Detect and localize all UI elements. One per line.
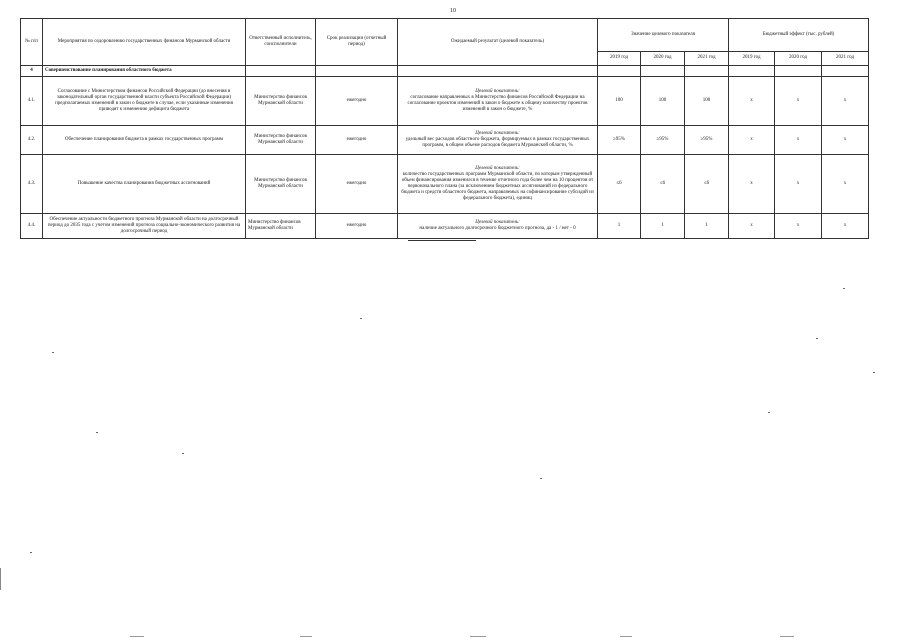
responsible-text: Министерство финансов Мурманской области <box>246 126 316 155</box>
scan-speck <box>816 338 818 339</box>
row-number: 4.4. <box>21 214 43 239</box>
scan-speck <box>96 432 98 433</box>
scan-edge-mark <box>300 636 312 637</box>
header-target-year: 2020 год <box>641 52 685 66</box>
header-responsible: Ответственный исполнитель, соисполнители <box>246 19 316 66</box>
effect-value: х <box>729 77 775 126</box>
effect-value: х <box>729 126 775 155</box>
table-row <box>21 126 869 155</box>
table-row <box>21 155 869 214</box>
target-value: ≥95% <box>641 126 685 155</box>
section-number: 4 <box>21 66 43 77</box>
result-cell <box>398 214 598 239</box>
header-deadline: Срок реализации (отчетный период) <box>316 19 398 66</box>
scan-speck <box>52 352 54 353</box>
row-number: 4.1. <box>21 77 43 126</box>
result-text: наличие актуального долгосрочного бюджетного прогноза, да - 1 / нет - 0 <box>419 226 576 231</box>
result-text: согласование направленных в Министерство финансов Российской Федерации на согласование проектов изменений в закон о бюджете к общему количеству проектов изменений в закон о бюджете, % <box>407 94 588 113</box>
header-effect-group: Бюджетный эффект (тыс. рублей) <box>729 19 869 52</box>
header-target-year: 2021 год <box>685 52 729 66</box>
scan-edge-mark <box>0 568 1 590</box>
effect-value: х <box>822 77 869 126</box>
page-number: 10 <box>450 8 456 14</box>
deadline-text: ежегодно <box>316 155 398 214</box>
scan-speck <box>873 372 875 373</box>
effect-value: х <box>822 126 869 155</box>
closing-rule <box>408 240 476 241</box>
result-lead: Целевой показатель: <box>475 219 520 225</box>
target-value: 100 <box>598 77 641 126</box>
result-text: удельный вес расходов областного бюджета, формируемых в рамках государственных программ, в общем объеме расходов бюджета Мурманской области, % <box>405 136 590 149</box>
scan-edge-mark <box>130 636 144 637</box>
result-lead: Целевой показатель: <box>475 88 520 94</box>
scan-speck <box>30 552 32 553</box>
header-measure: Мероприятия по оздоровлению государственных финансов Мурманской области <box>43 19 246 66</box>
target-value: ≤6 <box>641 155 685 214</box>
header-effect-year: 2021 год <box>822 52 869 66</box>
effect-value: х <box>775 214 822 239</box>
scan-speck <box>768 412 770 413</box>
effect-value: х <box>729 214 775 239</box>
header-effect-year: 2020 год <box>775 52 822 66</box>
scan-speck <box>843 288 845 289</box>
responsible-text: Министерство финансов Мурманской области <box>246 214 316 239</box>
effect-value: х <box>775 155 822 214</box>
scan-speck <box>540 478 542 479</box>
header-row <box>21 19 869 52</box>
effect-value: х <box>775 126 822 155</box>
header-target-year: 2019 год <box>598 52 641 66</box>
target-value: 1 <box>685 214 729 239</box>
target-value: ≤6 <box>598 155 641 214</box>
deadline-text: ежегодно <box>316 126 398 155</box>
section-title: Совершенствование планирования областного бюджета <box>43 66 246 77</box>
result-cell <box>398 155 598 214</box>
deadline-text: ежегодно <box>316 214 398 239</box>
target-value: 100 <box>641 77 685 126</box>
effect-value: х <box>775 77 822 126</box>
result-lead: Целевой показатель: <box>475 130 520 136</box>
result-cell <box>398 77 598 126</box>
effect-value: х <box>729 155 775 214</box>
effect-value: х <box>822 214 869 239</box>
header-target-group: Значение целевого показателя <box>598 19 729 52</box>
target-value: ≥95% <box>685 126 729 155</box>
scan-edge-mark <box>780 636 794 637</box>
result-lead: Целевой показатель: <box>475 165 520 171</box>
result-text: количество государственных программ Мурманской области, по которым утвержденный объем финансирования изменился в течение отчетного года более чем на 10 процентов от первоначального плана (за исключением бюджетных ассигнований из федерального бюджета и средств областного бюджета, направляемых на софинансирование субсидий из федерального бюджета), единиц <box>401 171 594 202</box>
target-value: 1 <box>641 214 685 239</box>
target-value: ≥95% <box>598 126 641 155</box>
header-result: Ожидаемый результат (целевой показатель) <box>398 19 598 66</box>
measure-text: Согласование с Министерством финансов Российской Федерации (до внесения в законодательный орган государственной власти субъекта Российской Федерации) предполагаемых изменений в закон о бюджете в случае, если указанные изменения приводят к изменению дефицита бюджета <box>43 77 246 126</box>
target-value: 100 <box>685 77 729 126</box>
header-num: № п/п <box>21 19 43 66</box>
header-effect-year: 2019 год <box>729 52 775 66</box>
target-value: ≤6 <box>685 155 729 214</box>
section-row <box>21 66 869 77</box>
responsible-text: Министерство финансов Мурманской области <box>246 77 316 126</box>
measures-table <box>20 18 869 239</box>
measure-text: Обеспечение актуальности бюджетного прогноза Мурманской области на долгосрочный период до 2035 года с учетом изменений прогноза социально-экономического развития на долгосрочный период <box>43 214 246 239</box>
table-row <box>21 214 869 239</box>
target-value: 1 <box>598 214 641 239</box>
scan-speck <box>182 453 184 454</box>
row-number: 4.3. <box>21 155 43 214</box>
deadline-text: ежегодно <box>316 77 398 126</box>
scan-edge-mark <box>470 636 486 637</box>
result-cell <box>398 126 598 155</box>
table-row <box>21 77 869 126</box>
measure-text: Повышение качества планирования бюджетных ассигнований <box>43 155 246 214</box>
row-number: 4.2. <box>21 126 43 155</box>
responsible-text: Министерство финансов Мурманской области <box>246 155 316 214</box>
scan-edge-mark <box>620 636 632 637</box>
measure-text: Обеспечение планирования бюджета в рамках государственных программ <box>43 126 246 155</box>
scan-speck <box>360 318 362 319</box>
effect-value: х <box>822 155 869 214</box>
